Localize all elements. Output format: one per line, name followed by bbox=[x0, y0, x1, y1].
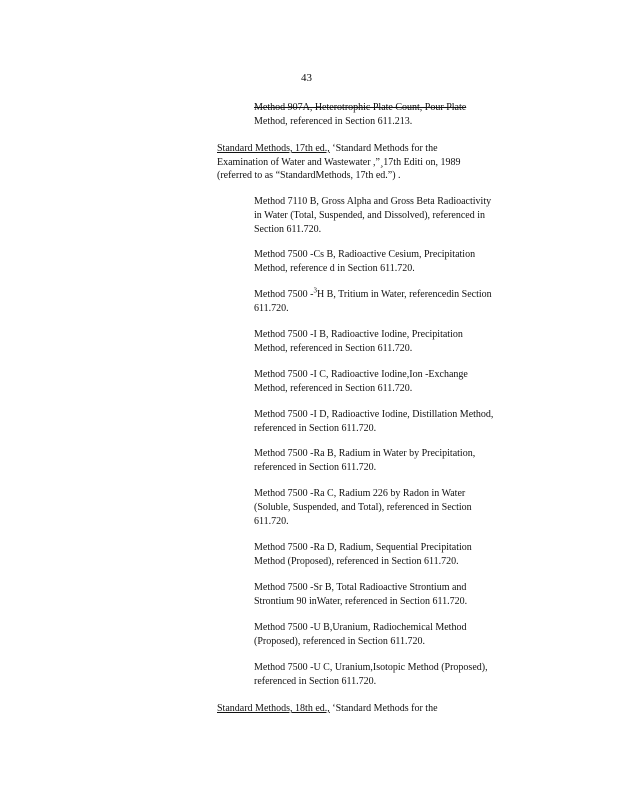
method-entry bbox=[254, 541, 534, 569]
entry-line: Method 7500 -I D, Radioactive Iodine, Distillation Method, bbox=[254, 409, 494, 420]
entry-line: Method 7110 B, Gross Alpha and Gross Beta Radioactivity bbox=[254, 196, 492, 207]
method-entry bbox=[254, 621, 534, 649]
entry-line: Method 7500 -Sr B, Total Radioactive Strontium and bbox=[254, 582, 467, 593]
entry-text: H B, Tritium in Water, referencedin Section bbox=[316, 289, 492, 300]
citation-text: ‘Standard Methods for the bbox=[329, 703, 438, 714]
entry-line: Method 7500 -Cs B, Radioactive Cesium, Precipitation bbox=[254, 249, 476, 260]
entry-line: (Soluble, Suspended, and Total), referenced in Section bbox=[254, 502, 472, 513]
method-entry bbox=[254, 328, 534, 356]
superscript: 3 bbox=[313, 286, 317, 295]
method-entry bbox=[254, 195, 534, 237]
entry-line: Strontium 90 inWater, referenced in Section 611.720. bbox=[254, 596, 468, 607]
entry-line: Method 7500 -I B, Radioactive Iodine, Precipitation bbox=[254, 329, 463, 340]
entry-line: referenced in Section 611.720. bbox=[254, 462, 377, 473]
citation-title: Standard Methods, 18th ed., bbox=[217, 703, 330, 714]
entry-line: Method, referenced in Section 611.213. bbox=[254, 116, 413, 127]
standard-methods-17th-heading bbox=[217, 142, 497, 183]
method-entry bbox=[254, 661, 534, 689]
struck-text: Method 907A, Heterotrophic Plate Count, Pour Plate bbox=[254, 102, 467, 113]
entry-line: in Water (Total, Suspended, and Dissolved), referenced in bbox=[254, 210, 486, 221]
entry-line: Section 611.720. bbox=[254, 224, 322, 235]
standard-methods-18th-heading bbox=[217, 702, 497, 716]
entry-line: Method 7500 -U C, Uranium,Isotopic Method (Proposed), bbox=[254, 662, 488, 673]
entry-line: Method, referenced in Section 611.720. bbox=[254, 383, 413, 394]
entry-text: Method 7500 - bbox=[254, 289, 314, 300]
entry-line: 611.720. bbox=[254, 303, 289, 314]
method-entry bbox=[254, 487, 534, 529]
entry-line: Method 7500 -I C, Radioactive Iodine,Ion -Exchange bbox=[254, 369, 468, 380]
entry-line: Method, reference d in Section 611.720. bbox=[254, 263, 415, 274]
entry-line: Method 7500 -Ra B, Radium in Water by Precipitation, bbox=[254, 448, 476, 459]
entry-line: Method 7500 -Ra C, Radium 226 by Radon in Water bbox=[254, 488, 466, 499]
method-entry bbox=[254, 408, 534, 436]
citation-title: Standard Methods, 17th ed., bbox=[217, 143, 330, 154]
method-907a-entry bbox=[254, 101, 534, 129]
entry-line: Method (Proposed), referenced in Section 611.720. bbox=[254, 556, 459, 567]
entry-line: Method 7500 -Ra D, Radium, Sequential Precipitation bbox=[254, 542, 472, 553]
citation-line: (referred to as “StandardMethods, 17th ed.”) . bbox=[217, 170, 401, 181]
entry-line: Method 7500 -U B,Uranium, Radiochemical Method bbox=[254, 622, 467, 633]
entry-line: (Proposed), referenced in Section 611.720. bbox=[254, 636, 425, 647]
method-entry bbox=[254, 368, 534, 396]
entry-line: referenced in Section 611.720. bbox=[254, 676, 377, 687]
method-entry bbox=[254, 248, 534, 276]
entry-line: referenced in Section 611.720. bbox=[254, 423, 377, 434]
method-entry bbox=[254, 581, 534, 609]
method-entry bbox=[254, 447, 534, 475]
citation-text: ‘Standard Methods for the bbox=[329, 143, 438, 154]
page-number: 43 bbox=[301, 72, 312, 84]
method-entry bbox=[254, 288, 534, 316]
citation-line: Examination of Water and Wastewater ,”¸17th Editi on, 1989 bbox=[217, 156, 461, 168]
entry-line: 611.720. bbox=[254, 516, 289, 527]
entry-line: Method, referenced in Section 611.720. bbox=[254, 343, 413, 354]
